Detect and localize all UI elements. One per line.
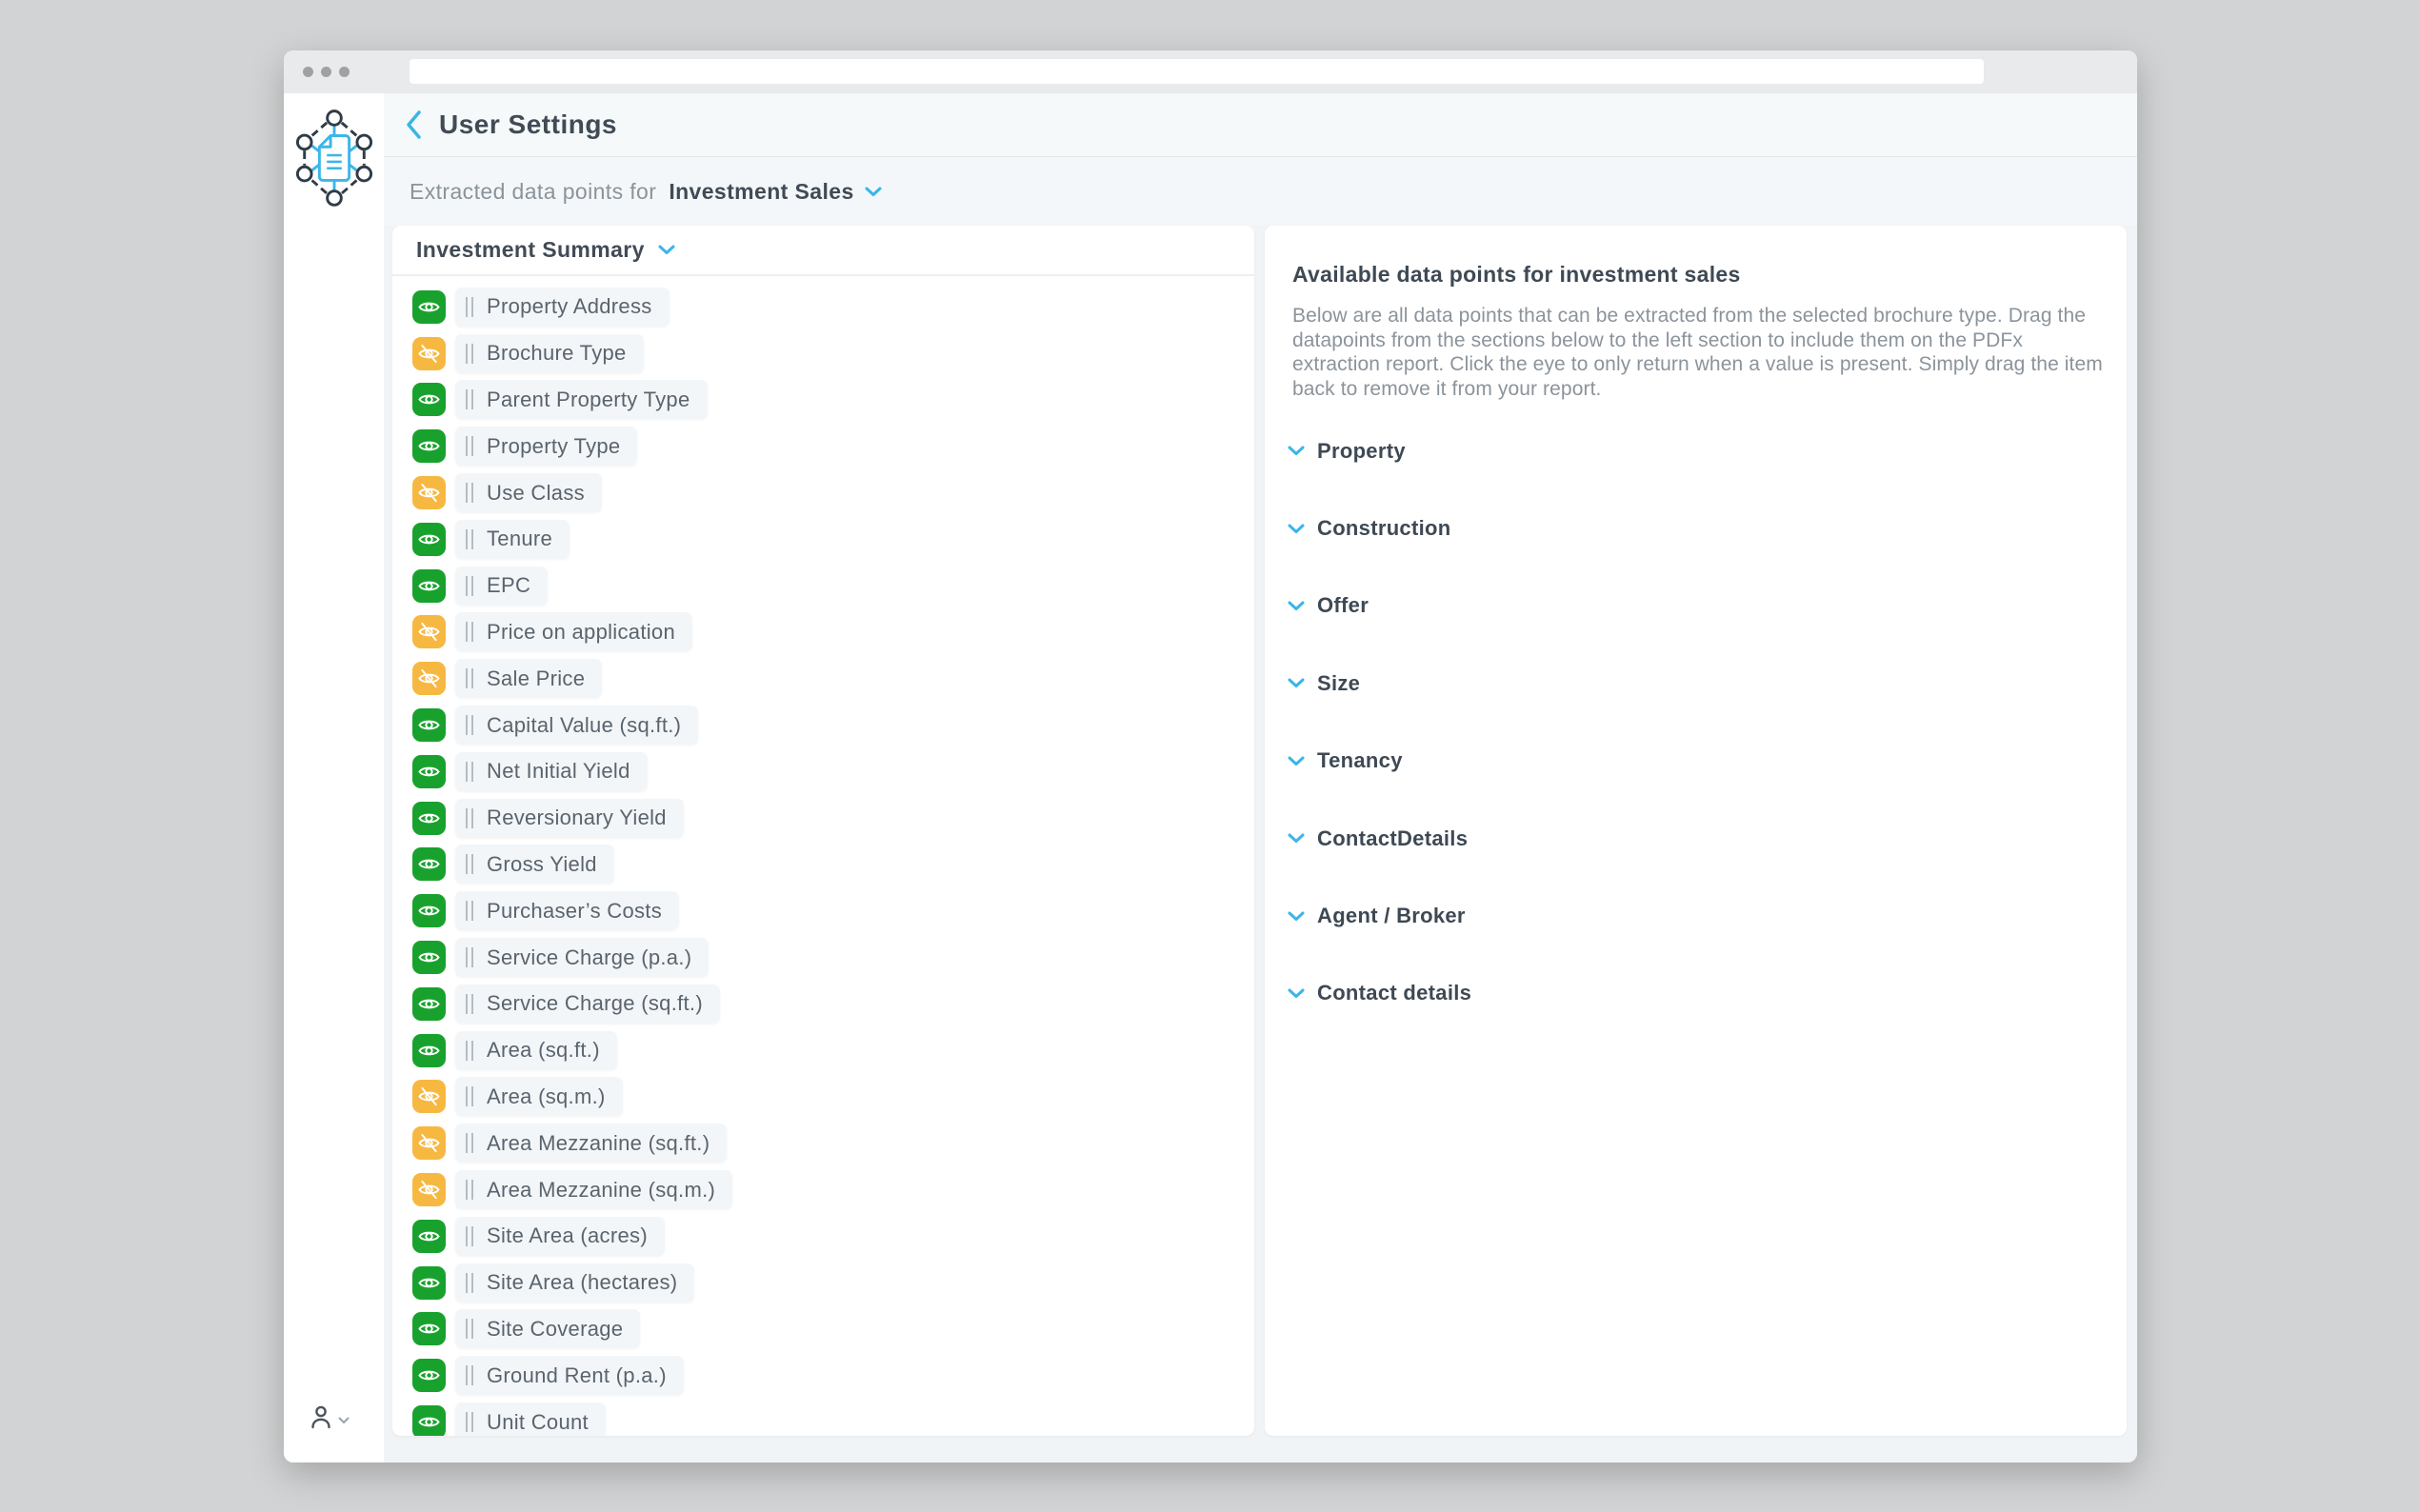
datapoint-item[interactable]: [412, 1306, 1254, 1353]
address-bar[interactable]: [410, 59, 1984, 84]
section-label: Tenancy: [1317, 748, 1403, 773]
chevron-down-icon: [865, 187, 882, 197]
datapoint-item[interactable]: [412, 748, 1254, 795]
drag-handle-icon[interactable]: [466, 994, 473, 1014]
available-description: Below are all data points that can be extracted from the selected brochure type. Drag the datapoints from the sections below to the left section to include them on the PDFx extraction report. Click the eye to only return when a value is present. Simply drag the item back to remove it from your report.: [1292, 305, 2103, 400]
datapoint-item[interactable]: [412, 887, 1254, 934]
datapoint-label: Sale Price: [487, 666, 586, 690]
person-icon: [309, 1404, 333, 1430]
section-toggle[interactable]: [1265, 723, 2127, 800]
eye-off-icon: [418, 1179, 440, 1201]
datapoint-pill[interactable]: [455, 845, 614, 884]
datapoint-item[interactable]: [412, 702, 1254, 748]
datapoint-label: Use Class: [487, 480, 585, 505]
datapoint-item[interactable]: [412, 1074, 1254, 1121]
datapoint-label: Area Mezzanine (sq.m.): [487, 1177, 716, 1202]
drag-handle-icon[interactable]: [466, 901, 473, 921]
datapoint-item[interactable]: [412, 423, 1254, 469]
datapoint-pill[interactable]: [455, 567, 548, 606]
chevron-down-icon: [1288, 911, 1305, 922]
chevron-down-icon: [338, 1417, 350, 1424]
eye-icon: [418, 1225, 440, 1247]
eye-off-icon: [418, 1085, 440, 1107]
eye-icon: [418, 714, 440, 736]
visibility-toggle[interactable]: [412, 1034, 446, 1067]
datapoint-label: Area (sq.ft.): [487, 1038, 600, 1063]
datapoint-pill[interactable]: [455, 380, 708, 419]
section-toggle[interactable]: [1265, 567, 2127, 645]
datapoint-pill[interactable]: [455, 1309, 640, 1348]
section-toggle[interactable]: [1265, 800, 2127, 877]
datapoint-pill[interactable]: [455, 1403, 606, 1436]
datapoint-item[interactable]: [412, 981, 1254, 1027]
drag-handle-icon[interactable]: [466, 344, 473, 364]
datapoint-pill[interactable]: [455, 891, 679, 930]
datapoint-label: Area (sq.m.): [487, 1084, 606, 1108]
visibility-toggle[interactable]: [412, 662, 446, 695]
eye-off-icon: [418, 482, 440, 504]
eye-icon: [418, 993, 440, 1015]
datapoint-pill[interactable]: [455, 1031, 617, 1070]
datapoint-item[interactable]: [412, 795, 1254, 842]
drag-handle-icon[interactable]: [466, 808, 473, 828]
visibility-toggle[interactable]: [412, 1126, 446, 1160]
drag-handle-icon[interactable]: [466, 1180, 473, 1200]
eye-icon: [418, 435, 440, 457]
eye-icon: [418, 296, 440, 318]
drag-handle-icon[interactable]: [466, 576, 473, 596]
page-header: [384, 93, 2137, 157]
datapoint-pill[interactable]: [455, 1263, 694, 1303]
datapoint-pill[interactable]: [455, 938, 709, 977]
datapoint-label: Property Address: [487, 294, 652, 319]
datapoint-item[interactable]: [412, 330, 1254, 377]
visibility-toggle[interactable]: [412, 755, 446, 788]
eye-icon: [418, 761, 440, 783]
datapoint-label: Parent Property Type: [487, 387, 690, 411]
datapoint-pill[interactable]: [455, 1170, 732, 1209]
drag-handle-icon[interactable]: [466, 947, 473, 967]
datapoint-pill[interactable]: [455, 288, 670, 327]
visibility-toggle[interactable]: [412, 847, 446, 881]
visibility-toggle[interactable]: [412, 1080, 446, 1113]
window-titlebar: [284, 50, 2137, 93]
chevron-down-icon: [1288, 446, 1305, 456]
datapoint-label: Price on application: [487, 619, 676, 644]
datapoint-pill[interactable]: [455, 799, 684, 838]
app-logo[interactable]: [293, 107, 375, 208]
drag-handle-icon[interactable]: [466, 297, 473, 317]
visibility-toggle[interactable]: [412, 1359, 446, 1392]
window-control-dot[interactable]: [339, 67, 350, 77]
datapoint-item[interactable]: [412, 516, 1254, 563]
eye-off-icon: [418, 1132, 440, 1154]
brochure-type-label: Extracted data points for: [410, 178, 657, 204]
visibility-toggle[interactable]: [412, 708, 446, 742]
datapoint-label: Reversionary Yield: [487, 806, 667, 830]
user-menu[interactable]: [309, 1404, 350, 1430]
datapoint-pill[interactable]: [455, 1217, 665, 1256]
chevron-down-icon: [1288, 988, 1305, 999]
datapoint-item[interactable]: [412, 1352, 1254, 1399]
datapoint-pill[interactable]: [455, 1124, 727, 1163]
datapoint-pill[interactable]: [455, 659, 602, 698]
drag-handle-icon[interactable]: [466, 389, 473, 409]
datapoint-label: Unit Count: [487, 1409, 589, 1434]
section-toggle[interactable]: [1265, 489, 2127, 567]
datapoint-label: Service Charge (p.a.): [487, 945, 692, 969]
section-label: Agent / Broker: [1317, 904, 1466, 928]
section-toggle[interactable]: [1265, 955, 2127, 1032]
datapoint-label: Net Initial Yield: [487, 759, 630, 784]
visibility-toggle[interactable]: [412, 476, 446, 509]
drag-handle-icon[interactable]: [466, 1133, 473, 1153]
section-label: Size: [1317, 670, 1361, 695]
drag-handle-icon[interactable]: [466, 1226, 473, 1246]
datapoint-item[interactable]: [412, 377, 1254, 424]
datapoint-label: Site Coverage: [487, 1316, 624, 1341]
brochure-type-dropdown[interactable]: [669, 179, 881, 205]
eye-icon: [418, 575, 440, 597]
visibility-toggle[interactable]: [412, 290, 446, 324]
datapoint-label: Site Area (acres): [487, 1224, 648, 1248]
section-label: Construction: [1317, 516, 1451, 541]
eye-off-icon: [418, 343, 440, 365]
section-toggle[interactable]: [1265, 645, 2127, 722]
available-datapoints-panel: [1265, 226, 2127, 1436]
drag-handle-icon[interactable]: [466, 1086, 473, 1106]
datapoint-pill[interactable]: [455, 985, 720, 1024]
datapoint-item[interactable]: [412, 284, 1254, 330]
brochure-type-value: Investment Sales: [669, 178, 854, 204]
drag-handle-icon[interactable]: [466, 668, 473, 688]
window-control-dot[interactable]: [303, 67, 313, 77]
datapoint-label: Area Mezzanine (sq.ft.): [487, 1130, 710, 1155]
visibility-toggle[interactable]: [412, 383, 446, 416]
datapoint-item[interactable]: [412, 1399, 1254, 1436]
visibility-toggle[interactable]: [412, 941, 446, 974]
drag-handle-icon[interactable]: [466, 483, 473, 503]
visibility-toggle[interactable]: [412, 802, 446, 835]
datapoint-pill[interactable]: [455, 1077, 623, 1116]
datapoint-label: Brochure Type: [487, 341, 627, 366]
datapoint-label: Service Charge (sq.ft.): [487, 991, 703, 1016]
chevron-down-icon: [1288, 833, 1305, 844]
eye-icon: [418, 853, 440, 875]
datapoint-item[interactable]: [412, 1213, 1254, 1260]
datapoint-label: Property Type: [487, 433, 621, 458]
left-panel-title: Investment Summary: [416, 237, 645, 262]
left-panel-header: [392, 226, 1254, 276]
eye-icon: [418, 1272, 440, 1294]
section-label: Property: [1317, 438, 1406, 463]
datapoint-label: Site Area (hectares): [487, 1270, 678, 1295]
browser-window: [284, 50, 2137, 1462]
datapoint-pill[interactable]: [455, 706, 698, 745]
brochure-type-bar: [384, 157, 2137, 226]
eye-off-icon: [418, 621, 440, 643]
datapoint-list: [392, 276, 1254, 1436]
eye-icon: [418, 1364, 440, 1386]
visibility-toggle[interactable]: [412, 615, 446, 648]
datapoint-item[interactable]: [412, 934, 1254, 981]
back-button[interactable]: [404, 109, 423, 140]
drag-handle-icon[interactable]: [466, 1319, 473, 1339]
datapoint-item[interactable]: [412, 609, 1254, 656]
eye-icon: [418, 1411, 440, 1433]
chevron-down-icon: [1288, 601, 1305, 611]
eye-off-icon: [418, 667, 440, 689]
datapoint-item[interactable]: [412, 1027, 1254, 1074]
datapoint-item[interactable]: [412, 469, 1254, 516]
visibility-toggle[interactable]: [412, 429, 446, 463]
visibility-toggle[interactable]: [412, 337, 446, 370]
drag-handle-icon[interactable]: [466, 529, 473, 549]
available-title: Available data points for investment sales: [1292, 262, 1741, 287]
eye-icon: [418, 528, 440, 550]
datapoint-pill[interactable]: [455, 520, 570, 559]
drag-handle-icon[interactable]: [466, 762, 473, 782]
eye-icon: [418, 900, 440, 922]
datapoint-pill[interactable]: [455, 334, 644, 373]
drag-handle-icon[interactable]: [466, 1273, 473, 1293]
datapoint-label: Ground Rent (p.a.): [487, 1363, 667, 1387]
chevron-down-icon: [658, 245, 675, 255]
drag-handle-icon[interactable]: [466, 854, 473, 874]
datapoint-pill[interactable]: [455, 612, 692, 651]
selected-datapoints-panel: [392, 226, 1254, 1436]
visibility-toggle[interactable]: [412, 1405, 446, 1436]
datapoint-item[interactable]: [412, 563, 1254, 609]
datapoint-label: Gross Yield: [487, 851, 597, 876]
datapoint-item[interactable]: [412, 1120, 1254, 1166]
datapoint-label: EPC: [487, 573, 531, 598]
datapoint-pill[interactable]: [455, 752, 648, 791]
datapoint-pill[interactable]: [455, 427, 637, 466]
visibility-toggle[interactable]: [412, 894, 446, 927]
datapoint-item[interactable]: [412, 842, 1254, 888]
visibility-toggle[interactable]: [412, 523, 446, 556]
datapoint-label: Tenure: [487, 527, 553, 551]
visibility-toggle[interactable]: [412, 1220, 446, 1253]
visibility-toggle[interactable]: [412, 569, 446, 603]
visibility-toggle[interactable]: [412, 1266, 446, 1300]
visibility-toggle[interactable]: [412, 1173, 446, 1206]
app-sidebar: [284, 93, 384, 1462]
datapoint-item[interactable]: [412, 1260, 1254, 1306]
chevron-down-icon: [1288, 678, 1305, 688]
main-content: [384, 226, 2137, 1462]
chevron-left-icon: [404, 109, 423, 140]
drag-handle-icon[interactable]: [466, 436, 473, 456]
section-label: Contact details: [1317, 981, 1472, 1005]
drag-handle-icon[interactable]: [466, 1412, 473, 1432]
datapoint-label: Capital Value (sq.ft.): [487, 712, 682, 737]
section-toggle[interactable]: [1265, 412, 2127, 489]
datapoint-pill[interactable]: [455, 473, 602, 512]
drag-handle-icon[interactable]: [466, 1041, 473, 1061]
section-dropdown[interactable]: [416, 237, 675, 263]
drag-handle-icon[interactable]: [466, 1365, 473, 1385]
datapoint-item[interactable]: [412, 1166, 1254, 1213]
eye-icon: [418, 807, 440, 829]
datapoint-item[interactable]: [412, 655, 1254, 702]
section-label: ContactDetails: [1317, 826, 1469, 850]
datapoint-pill[interactable]: [455, 1356, 684, 1395]
page-title: User Settings: [439, 109, 617, 139]
drag-handle-icon[interactable]: [466, 715, 473, 735]
eye-icon: [418, 1318, 440, 1340]
visibility-toggle[interactable]: [412, 1312, 446, 1345]
section-label: Offer: [1317, 593, 1369, 618]
window-control-dot[interactable]: [321, 67, 331, 77]
chevron-down-icon: [1288, 524, 1305, 534]
eye-icon: [418, 1040, 440, 1062]
eye-icon: [418, 388, 440, 410]
drag-handle-icon[interactable]: [466, 622, 473, 642]
datapoint-label: Purchaser’s Costs: [487, 898, 663, 923]
chevron-down-icon: [1288, 756, 1305, 766]
window-controls: [303, 67, 350, 77]
visibility-toggle[interactable]: [412, 987, 446, 1021]
section-toggle[interactable]: [1265, 877, 2127, 954]
eye-icon: [418, 946, 440, 968]
section-list: [1265, 412, 2127, 1032]
